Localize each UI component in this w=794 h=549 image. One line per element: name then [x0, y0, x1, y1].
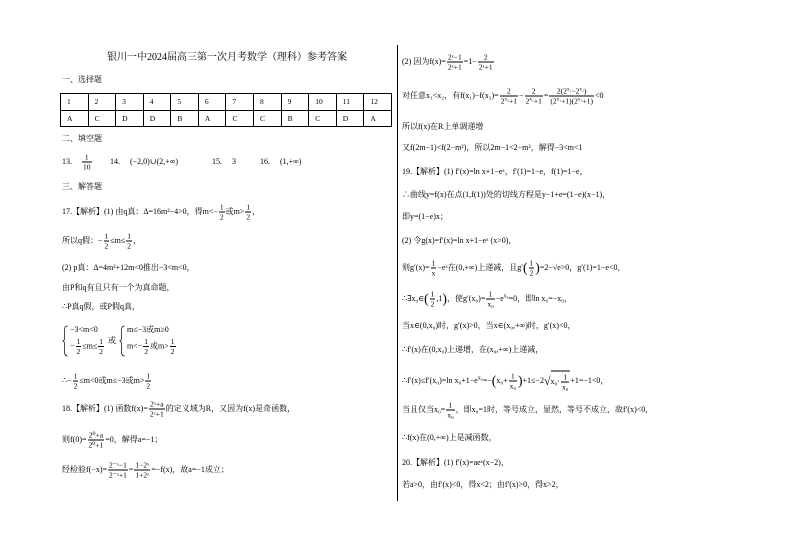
- fraction-numerator: 1: [446, 401, 454, 411]
- answer-cell: A: [198, 110, 226, 127]
- text-run: m<−: [127, 341, 143, 351]
- left-brace-icon: [62, 325, 68, 357]
- text-run: ): [583, 86, 587, 96]
- fraction-numerator: [549, 87, 594, 97]
- question-number-cell: 2: [88, 94, 116, 111]
- text-run: =2−√e>0，g′(1)=1−e<0，: [539, 262, 626, 272]
- text-run: ，即x₀=1时，等号成立，显然，等号不成立，故f′(x)<0，: [455, 404, 654, 414]
- inequality-row: [70, 337, 105, 356]
- text-run: 或m>: [225, 206, 245, 216]
- text-run: −e: [495, 293, 504, 303]
- fraction-numerator: 1: [561, 373, 569, 383]
- text-run: −2: [571, 86, 580, 96]
- q19-line: 即y=(1−e)x；: [402, 212, 448, 221]
- fraction: [88, 431, 105, 450]
- answer-cell: C: [309, 110, 337, 127]
- text-run: ∴−: [62, 375, 72, 385]
- text-run: +1=−1<0，: [570, 375, 609, 385]
- fraction-denominator: [525, 97, 543, 106]
- text-run: ≤m<0或m≤−3或m>: [79, 375, 145, 385]
- text-run: =0，即ln x₀=−x₀，: [508, 293, 573, 303]
- text-run: +1): [582, 96, 593, 106]
- text-run: 当且仅当x₀=: [402, 404, 446, 414]
- inequality-group: [62, 325, 105, 357]
- radicand: [551, 371, 571, 392]
- fraction-denominator: 1+2ˣ: [135, 470, 150, 480]
- answer-cell: A: [364, 110, 392, 127]
- text-run: ∴f′(x)≤f′(x₀)=ln x₀+1−e: [402, 375, 478, 385]
- fraction-denominator: x₀: [487, 299, 494, 309]
- column-divider: [397, 45, 398, 501]
- q19-line: [402, 290, 572, 309]
- superscript: x₁: [529, 96, 534, 103]
- fraction: [149, 400, 165, 419]
- text-run: 或m>: [150, 341, 169, 351]
- fraction: [447, 53, 463, 72]
- q18-line: [62, 400, 295, 419]
- text-run: 对任意x₁<x₂，有f(x₁)−f(x₂)=: [402, 90, 499, 100]
- q17-line: 由P和q有且只有一个为真命题，: [62, 283, 175, 292]
- fraction-denominator: x₀: [447, 410, 454, 420]
- fraction-denominator: 2⁰+1: [88, 440, 104, 450]
- text-run: ，使g′(x₀)=: [446, 293, 486, 303]
- text-run: 18.【解析】(1) 函数f(x)=: [62, 403, 148, 413]
- section-heading-fill: 二、填空题: [62, 134, 102, 143]
- q19-line: [402, 401, 653, 420]
- fraction-numerator: 2⁰+a: [88, 430, 104, 440]
- text-run: 2(2: [556, 86, 567, 96]
- answer-14: [110, 158, 178, 166]
- radical-sign: √: [543, 374, 551, 388]
- answer-cell: D: [116, 110, 144, 127]
- text-run: +1: [533, 96, 542, 106]
- answer-cell: C: [254, 110, 282, 127]
- question-number-cell: 4: [143, 94, 171, 111]
- fraction: [104, 232, 110, 251]
- fraction-denominator: [500, 97, 518, 106]
- fraction-numerator: 2: [478, 53, 494, 63]
- fraction: [549, 87, 594, 106]
- question-label: 13.: [62, 156, 72, 166]
- fraction: [145, 372, 151, 391]
- text-run: (2) 因为f(x)=: [402, 56, 446, 66]
- text-run: 则f(0)=: [62, 434, 87, 444]
- answer-cell: B: [171, 110, 199, 127]
- fraction-numerator: 1: [76, 337, 81, 347]
- answer-cell: B: [281, 110, 309, 127]
- superscript: x₁: [556, 96, 562, 103]
- text-run: ≤m≤: [82, 341, 98, 351]
- question-number-cell: 6: [198, 94, 226, 111]
- text-run: +1: [509, 96, 517, 106]
- fraction: [76, 337, 82, 356]
- fraction: [478, 53, 494, 72]
- fraction: [219, 203, 225, 222]
- fraction: [245, 203, 251, 222]
- fraction: [108, 461, 128, 480]
- fraction-numerator: 1: [431, 258, 436, 268]
- question-label: 15.: [212, 157, 222, 166]
- answer-cell: C: [88, 110, 116, 127]
- inequality-group: [119, 325, 176, 357]
- question-number-cell: 10: [309, 94, 337, 111]
- answer-cell: D: [336, 110, 364, 127]
- text-run: =: [128, 464, 134, 474]
- text-run: 17.【解析】(1) 由q真：Δ=16m²−4>0，得m<−: [62, 206, 218, 216]
- fraction-numerator: 1: [82, 153, 92, 163]
- answer-cell: A: [61, 110, 89, 127]
- answer-value: (1,+∞): [280, 157, 302, 166]
- fraction: [98, 337, 104, 356]
- answer-value: 3: [232, 157, 236, 166]
- text-run: 所以q假：−: [62, 235, 103, 245]
- paren: ): [518, 373, 523, 389]
- fraction: [73, 372, 79, 391]
- text-run: +1≤−2: [522, 375, 544, 385]
- text-run: −: [519, 90, 524, 100]
- question-number-cell: 8: [254, 94, 282, 111]
- fraction-denominator: 2ˣ+1: [478, 62, 493, 72]
- fraction-numerator: 1: [486, 290, 494, 300]
- text-run: x₀+: [496, 375, 508, 385]
- fraction-numerator: 1: [529, 258, 534, 268]
- question-number-cell: 9: [281, 94, 309, 111]
- fraction-denominator: x₀: [562, 382, 569, 392]
- fraction-numerator: 1: [219, 202, 224, 212]
- text-run: ，: [252, 206, 261, 216]
- q20-line: 20.【解析】(1) f′(x)=aeˣ(x−2)，: [402, 458, 509, 467]
- fraction-numerator: 1: [104, 231, 109, 241]
- question-number-cell: 12: [364, 94, 392, 111]
- fraction-numerator: 1: [430, 289, 435, 299]
- fraction-numerator: 1: [146, 371, 151, 381]
- fraction-denominator: 2: [73, 381, 78, 391]
- superscript: x₀: [477, 375, 483, 382]
- text-run: ≤m≤: [110, 235, 126, 245]
- text-run: 则g′(x)=: [402, 262, 430, 272]
- text-run: +1)(2: [561, 96, 578, 106]
- fraction-denominator: 2ˣ+1: [149, 409, 164, 419]
- fraction-numerator: 1: [73, 371, 78, 381]
- answer-15: [212, 158, 236, 166]
- fraction-numerator: 2: [500, 87, 518, 97]
- question-number-cell: 1: [61, 94, 89, 111]
- q19-line: (2) 令g(x)=f′(x)=ln x+1−eˣ (x>0)，: [402, 236, 517, 245]
- question-number-cell: 11: [336, 94, 364, 111]
- fraction-denominator: 2: [529, 268, 534, 278]
- fraction-denominator: [549, 97, 594, 106]
- q17-line: [62, 232, 141, 251]
- question-number-cell: 7: [226, 94, 254, 111]
- fraction-numerator: 1: [144, 337, 149, 347]
- paren: ): [535, 260, 540, 276]
- text-run: =0，解得a=−1；: [105, 434, 163, 444]
- q19-line: 当x∈(0,x₀)时，g′(x)>0，当x∈(x₀,+∞)时，g′(x)<0，: [402, 321, 576, 330]
- fraction: [529, 259, 535, 278]
- fraction: [446, 401, 454, 420]
- q18-line: 所以f(x)在R上单调递增: [402, 122, 484, 131]
- text-run: ,1: [436, 293, 443, 303]
- question-label: 16.: [260, 157, 270, 166]
- left-brace-icon: [119, 325, 125, 357]
- answer-value: (−2,0)∪(2,+∞): [130, 157, 179, 166]
- q19-line: ∴曲线y=f(x)在点(1,f(1))处的切线方程是y−1+e=(1−e)(x−1)，: [402, 190, 611, 199]
- table-row: [61, 94, 392, 111]
- text-run: =−: [482, 375, 492, 385]
- q17-line: [62, 372, 152, 391]
- text-run: 经检验f(−x)=: [62, 464, 108, 474]
- fraction-denominator: 2⁻ˣ+1: [109, 470, 127, 480]
- text-run: =1−: [463, 56, 477, 66]
- q19-line: ∴f(x)在(0,+∞)上是减函数，: [402, 433, 497, 442]
- answer-cell: C: [226, 110, 254, 127]
- q19-line: 19.【解析】(1) f′(x)=ln x+1−eˣ，f′(1)=1−e，f(1)=1−e，: [402, 167, 588, 176]
- page-title: 银川一中2024届高三第一次月考数学（理科）参考答案: [107, 52, 347, 63]
- text-run: 2: [525, 96, 530, 106]
- fraction-denominator: 2: [76, 347, 81, 357]
- fraction-denominator: 2: [170, 347, 175, 357]
- q18-line: 又f(2m−1)<f(2−m²)，所以2m−1<2−m²，解得−3<m<1: [402, 143, 583, 152]
- question-number-cell: 3: [116, 94, 144, 111]
- section-heading-choice: 一、选择题: [62, 75, 102, 84]
- fraction-numerator: 1: [99, 337, 104, 347]
- table-row: [61, 110, 392, 127]
- paren: (: [424, 291, 429, 307]
- question-label: 14.: [110, 157, 120, 166]
- fraction-denominator: 2: [430, 299, 435, 309]
- superscript: x₂: [504, 96, 510, 103]
- answer-table: [60, 93, 392, 127]
- superscript: x₂: [577, 96, 583, 103]
- q20-line: 若a>0，由f′(x)<0，得x<2；由f′(x)>0，得x>2，: [402, 480, 564, 489]
- q19-line: [402, 259, 625, 278]
- text-run: 的定义域为R，又因为f(x)是奇函数，: [165, 403, 296, 413]
- fraction: [126, 232, 132, 251]
- fraction-numerator: 1: [170, 337, 175, 347]
- text-run: =: [543, 90, 549, 100]
- fraction-denominator: x₀: [509, 381, 516, 391]
- or-connector: 或: [108, 336, 117, 345]
- fraction-numerator: 2⁻ˣ−1: [109, 460, 127, 470]
- text-run: <0: [594, 90, 604, 100]
- answer-cell: D: [143, 110, 171, 127]
- fraction: [431, 259, 437, 278]
- section-heading-solve: 三、解答题: [62, 182, 102, 191]
- text-run: =−f(x)，故a=−1成立；: [151, 464, 229, 474]
- fraction: [486, 290, 494, 309]
- inequality-row: m≤−3或m≥0: [127, 324, 169, 334]
- fraction-numerator: 2: [525, 87, 543, 97]
- fraction: [509, 372, 517, 391]
- text-run: −: [70, 341, 75, 351]
- fraction: [143, 337, 149, 356]
- fraction-denominator: 2: [127, 241, 132, 251]
- fraction-denominator: 10: [83, 162, 91, 172]
- paren: (: [491, 373, 497, 389]
- inequality-system: [62, 325, 177, 357]
- superscript: x₂: [579, 86, 584, 93]
- fraction-denominator: 2: [146, 381, 151, 391]
- fraction-numerator: 1: [246, 202, 251, 212]
- fraction-numerator: 1−2ˣ: [135, 460, 150, 470]
- fraction-denominator: 2: [144, 347, 149, 357]
- fraction: [134, 461, 150, 480]
- text-run: ，: [133, 235, 142, 245]
- paren: (: [523, 260, 528, 276]
- q18-line: [62, 461, 229, 480]
- fraction-denominator: 2: [104, 241, 109, 251]
- text-run: (2: [550, 96, 557, 106]
- fraction: [500, 87, 518, 106]
- fraction-denominator: 2ˣ+1: [447, 62, 462, 72]
- fraction-numerator: 2ˣ+a: [150, 399, 164, 409]
- superscript: x₀: [503, 293, 509, 300]
- text-run: ∴∃x₀∈: [402, 293, 425, 303]
- text-run: 2: [500, 96, 505, 106]
- fraction-numerator: 2ˣ−1: [447, 52, 462, 62]
- inequality-row: −3<m<0: [70, 324, 98, 334]
- superscript: x₁: [566, 86, 572, 93]
- fraction: [561, 373, 569, 392]
- fraction-denominator: x: [431, 268, 436, 278]
- fraction-numerator: 1: [127, 231, 132, 241]
- text-run: x₀·: [550, 376, 560, 386]
- fraction: [82, 153, 92, 172]
- q18-line: [62, 431, 162, 450]
- q19-line: [402, 371, 608, 392]
- fraction-denominator: 2: [99, 347, 104, 357]
- text-run: −eˣ在(0,+∞)上递减，且g′: [437, 262, 524, 272]
- answer-16: [260, 158, 302, 166]
- q18-line: [402, 87, 603, 106]
- paren: ): [442, 291, 447, 307]
- q17-line: (2) p真：Δ=4m²+12m<0推出−3<m<0，: [62, 263, 195, 272]
- question-number-cell: 5: [171, 94, 199, 111]
- fraction-denominator: 2: [219, 212, 224, 222]
- q17-line: [62, 203, 260, 222]
- fraction-numerator: 1: [509, 372, 517, 382]
- q17-line: ∴P真q假，或P假q真，: [62, 302, 140, 311]
- fraction: [430, 290, 436, 309]
- q18-line: [402, 53, 495, 72]
- inequality-row: [127, 337, 176, 356]
- fraction: [525, 87, 543, 106]
- fraction-denominator: 2: [246, 212, 251, 222]
- fraction: [170, 337, 176, 356]
- q19-line: ∴f′(x)在(0,x₀)上递增，在(x₀,+∞)上递减，: [402, 345, 544, 354]
- answer-13: [62, 153, 93, 172]
